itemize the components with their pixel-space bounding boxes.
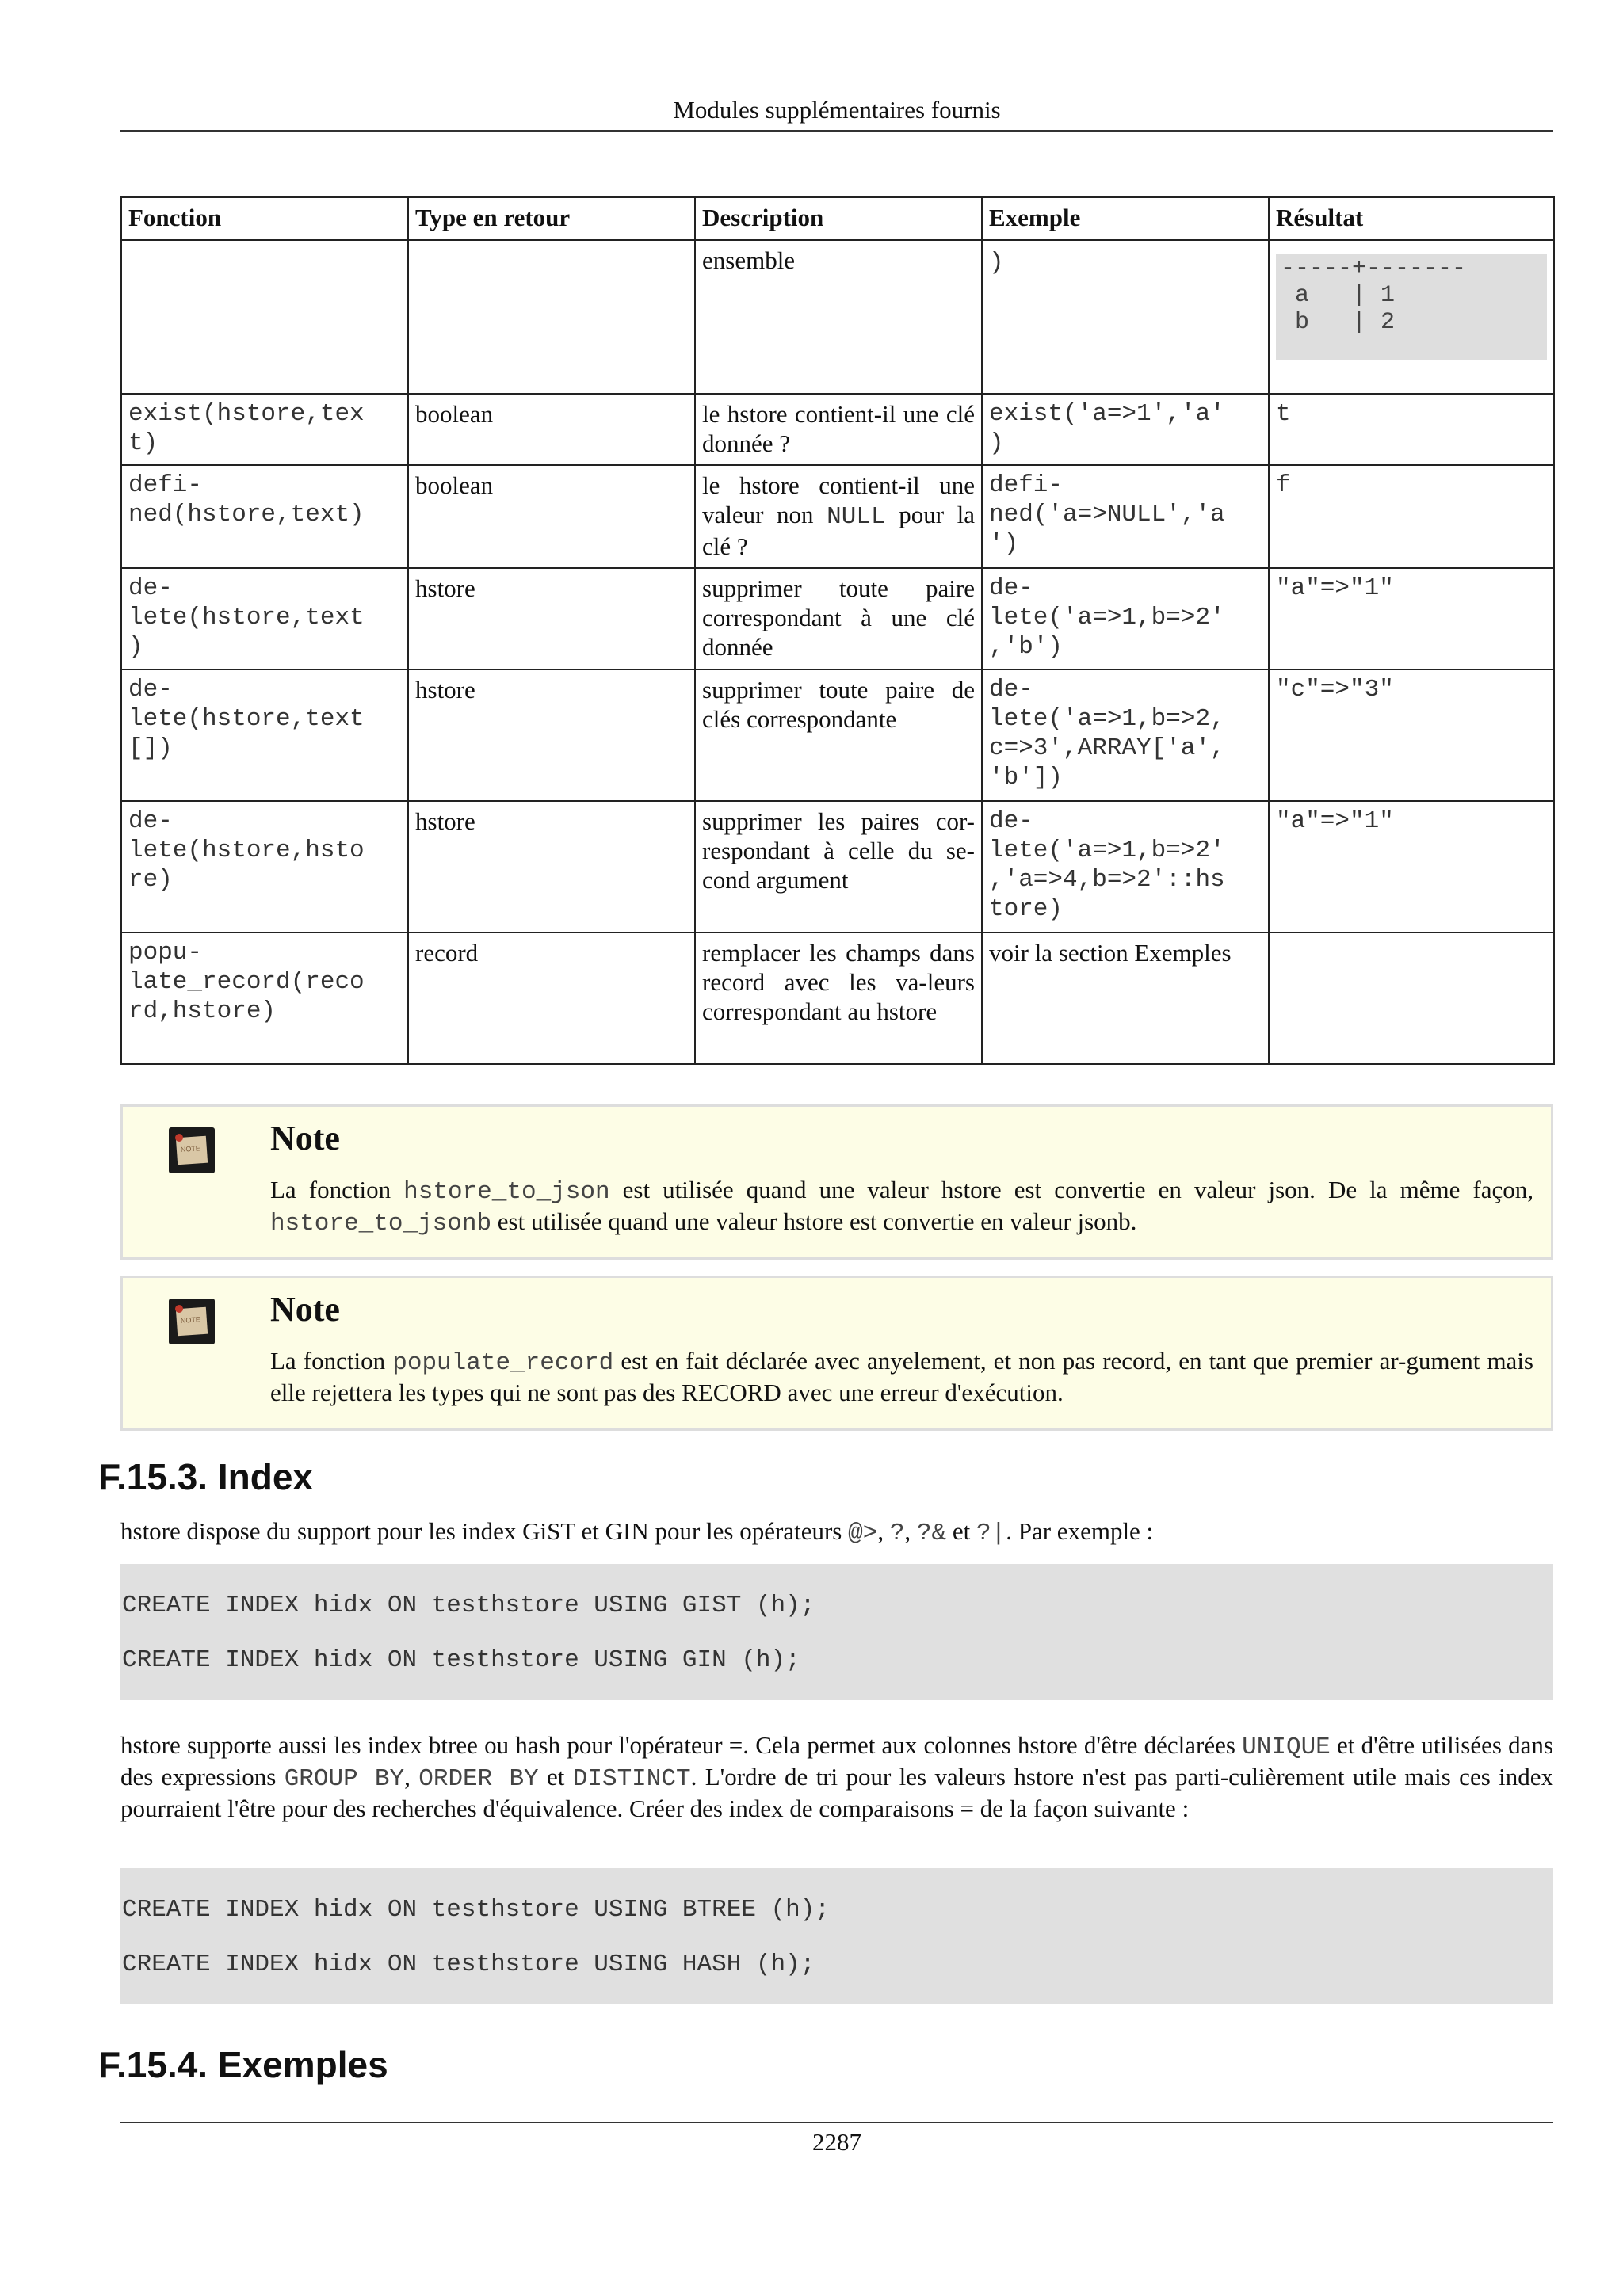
inline-code: hstore_to_json	[403, 1178, 610, 1206]
table-cell-type: hstore	[408, 568, 695, 669]
table-row	[121, 933, 1554, 1064]
note-icon: NOTE	[169, 1299, 215, 1344]
table-cell-description: supprimer toute paire de clés correspondante	[695, 669, 982, 801]
inline-code: hstore_to_jsonb	[270, 1210, 492, 1238]
code-line: CREATE INDEX hidx ON testhstore USING HASH (h);	[122, 1951, 815, 1978]
paragraph: hstore supporte aussi les index btree ou hash pour l'opérateur =. Cela permet aux colonnes hstore d'être déclarées UNIQUE et d'être utilisées dans des expressions GROUP BY, ORDER BY et DISTINCT. L'ordre de tri pour les valeurs hstore n'est pas parti-culièrement utile mais ces index pourraient l'être pour des recherches d'équivalence. Créer des index de comparaisons = de la façon suivante :	[120, 1731, 1553, 1822]
table-cell-result: f	[1269, 465, 1554, 568]
table-cell-result: "a"=>"1"	[1269, 801, 1554, 933]
code-line: CREATE INDEX hidx ON testhstore USING BTREE (h);	[122, 1896, 830, 1924]
note-box	[120, 1276, 1553, 1431]
inline-code: populate_record	[392, 1349, 614, 1377]
note-box	[120, 1104, 1553, 1260]
table-cell-function: de- lete(hstore,hsto re)	[121, 801, 408, 933]
table-cell-description: remplacer les champs dans record avec les va-leurs correspondant au hstore	[695, 933, 982, 1064]
table-cell-result: "c"=>"3"	[1269, 669, 1554, 801]
table-cell-example: )	[982, 240, 1269, 394]
result-line: a | 1	[1281, 282, 1396, 309]
table-cell-result	[1269, 933, 1554, 1064]
table-cell-result: t	[1269, 394, 1554, 465]
page-header: Modules supplémentaires fournis	[120, 92, 1553, 132]
table-cell-description: le hstore contient-il une valeur non NULL pour la clé ?	[695, 465, 982, 568]
code-block	[120, 1868, 1553, 2004]
table-cell-example: de- lete('a=>1,b=>2' ,'a=>4,b=>2'::hs tore)	[982, 801, 1269, 933]
table-cell	[408, 240, 695, 394]
column-header-exemple: Exemple	[982, 197, 1269, 240]
note-title: Note	[270, 1290, 340, 1329]
table-cell-type: record	[408, 933, 695, 1064]
code-line: CREATE INDEX hidx ON testhstore USING GIN (h);	[122, 1646, 800, 1674]
table-cell-description: supprimer les paires cor-respondant à celle du se-cond argument	[695, 801, 982, 933]
table-header-row	[121, 197, 1554, 240]
result-block	[1276, 254, 1547, 360]
table-cell-result: "a"=>"1"	[1269, 568, 1554, 669]
column-header-resultat: Résultat	[1269, 197, 1554, 240]
column-header-type: Type en retour	[408, 197, 695, 240]
table-cell-function: exist(hstore,tex t)	[121, 394, 408, 465]
table-cell-function: defi- ned(hstore,text)	[121, 465, 408, 568]
table-cell	[121, 240, 408, 394]
table-cell-type: hstore	[408, 669, 695, 801]
note-title: Note	[270, 1119, 340, 1158]
table-cell-example: exist('a=>1','a' )	[982, 394, 1269, 465]
result-line: -----+-------	[1281, 255, 1467, 282]
table-cell-result	[1269, 240, 1554, 394]
table-cell-example: defi- ned('a=>NULL','a ')	[982, 465, 1269, 568]
table-cell-description: ensemble	[695, 240, 982, 394]
table-row	[121, 669, 1554, 801]
result-line: b | 2	[1281, 309, 1396, 336]
table-cell-description: le hstore contient-il une clé donnée ?	[695, 394, 982, 465]
table-cell-type: boolean	[408, 394, 695, 465]
function-table	[120, 196, 1555, 1065]
paragraph: hstore dispose du support pour les index GiST et GIN pour les opérateurs @>, ?, ?& et ?|. Par exemple :	[120, 1517, 1154, 1547]
table-row	[121, 801, 1554, 933]
table-cell-description: supprimer toute paire correspondant à une clé donnée	[695, 568, 982, 669]
note-text: La fonction hstore_to_json est utilisée quand une valeur hstore est convertie en valeur json. De la même façon, hstore_to_jsonb est utilisée quand une valeur hstore est convertie en valeur jsonb.	[270, 1176, 1533, 1238]
table-cell-example: de- lete('a=>1,b=>2' ,'b')	[982, 568, 1269, 669]
table-cell-example: voir la section Exemples	[982, 933, 1269, 1064]
table-row	[121, 568, 1554, 669]
table-row	[121, 394, 1554, 465]
table-row	[121, 240, 1554, 394]
code-block	[120, 1564, 1553, 1700]
page-number: 2287	[120, 2122, 1553, 2160]
table-cell-function: de- lete(hstore,text )	[121, 568, 408, 669]
note-icon: NOTE	[169, 1127, 215, 1173]
section-heading-exemples: F.15.4. Exemples	[98, 2044, 388, 2085]
column-header-description: Description	[695, 197, 982, 240]
table-cell-type: boolean	[408, 465, 695, 568]
inline-code: NULL	[827, 503, 886, 531]
table-cell-type: hstore	[408, 801, 695, 933]
column-header-fonction: Fonction	[121, 197, 408, 240]
note-text: La fonction populate_record est en fait déclarée avec anyelement, et non pas record, en tant que premier ar-gument mais elle rejettera les types qui ne sont pas des RECORD avec une erreur d'exécution.	[270, 1347, 1533, 1406]
table-cell-example: de- lete('a=>1,b=>2, c=>3',ARRAY['a', 'b'])	[982, 669, 1269, 801]
section-heading-index: F.15.3. Index	[98, 1456, 314, 1497]
table-row	[121, 465, 1554, 568]
table-cell-function: de- lete(hstore,text [])	[121, 669, 408, 801]
code-line: CREATE INDEX hidx ON testhstore USING GIST (h);	[122, 1592, 815, 1619]
table-cell-function: popu- late_record(reco rd,hstore)	[121, 933, 408, 1064]
